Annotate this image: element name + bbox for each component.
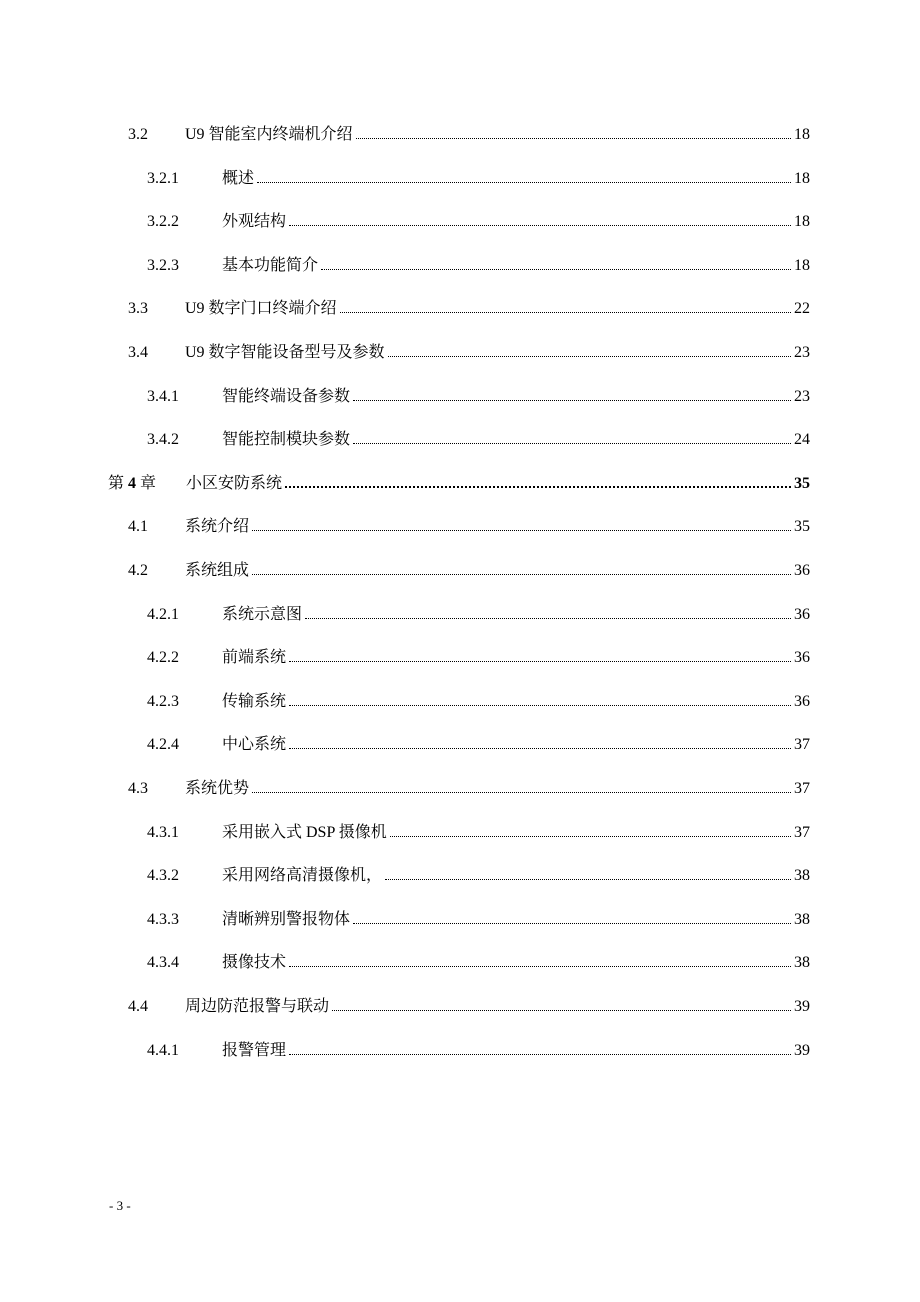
dot-leader [356,138,791,139]
dot-leader [289,966,791,967]
toc-entry-page: 18 [794,126,810,143]
toc-entry-title: 采用网络高清摄像机， [222,867,383,885]
toc-entry-page: 36 [794,692,810,710]
toc-entry-page: 39 [794,998,810,1015]
toc-entry-title: 智能控制模块参数 [222,431,351,449]
toc-entry-number: 3.4.1 [147,387,179,405]
toc-entry-title: 前端系统 [222,649,287,667]
toc-entry-title: 中心系统 [222,736,287,754]
toc-entry-number: 4.2.1 [147,605,179,623]
toc-chapter-number: 第 4 章 [108,474,157,492]
toc-entry-number: 4.2.2 [147,649,179,667]
toc-entry-page: 36 [794,605,810,623]
toc-entry-page: 37 [794,736,810,754]
dot-leader [353,400,791,401]
toc-entry-4-2-2[interactable] [0,645,920,671]
toc-entry-title: 传输系统 [222,692,287,710]
toc-entry-number: 3.3 [128,300,148,318]
toc-entry-title: 系统优势 [185,780,250,797]
toc-entry-number: 3.4 [128,344,148,361]
toc-entry-4-2[interactable] [0,558,920,584]
dot-leader [289,705,791,706]
toc-entry-3-2-3[interactable] [0,253,920,279]
toc-entry-number: 4.2.3 [147,692,179,710]
dot-leader [285,486,791,488]
toc-entry-title: 摄像技术 [222,954,287,972]
toc-entry-3-4-1[interactable] [0,384,920,410]
toc-entry-number: 4.3 [128,780,148,797]
toc-entry-page: 23 [794,344,810,361]
dot-leader [340,312,791,313]
dot-leader [257,182,791,183]
toc-entry-title: 概述 [222,169,255,187]
toc-entry-3-2-1[interactable] [0,166,920,192]
toc-entry-4-3-4[interactable] [0,950,920,976]
dot-leader [289,225,791,226]
toc-entry-number: 4.3.3 [147,910,179,928]
toc-entry-page: 22 [794,300,810,318]
page-number-footer: - 3 - [109,1198,131,1213]
toc-entry-title: 清晰辨别警报物体 [222,910,351,928]
toc-entry-title: 报警管理 [222,1041,287,1059]
toc-entry-number: 4.3.4 [147,954,179,972]
toc-entry-4-2-4[interactable] [0,732,920,758]
toc-entry-title: 小区安防系统 [186,474,283,492]
toc-entry-page: 35 [794,518,810,536]
toc-entry-number: 4.3.1 [147,823,179,841]
toc-entry-4-3[interactable] [0,776,920,802]
toc-entry-4-3-1[interactable] [0,820,920,846]
toc-entry-number: 3.2.3 [147,256,179,274]
toc-entry-page: 38 [794,910,810,928]
toc-entry-4-1[interactable] [0,514,920,540]
toc-entry-3-3[interactable] [0,296,920,322]
toc-entry-title: 系统组成 [185,562,250,579]
toc-entry-4-3-3[interactable] [0,907,920,933]
toc-entry-number: 4.3.2 [147,867,179,885]
toc-entry-page: 37 [794,780,810,797]
toc-entry-4-2-3[interactable] [0,689,920,715]
toc-entry-3-4[interactable] [0,340,920,366]
toc-entry-page: 38 [794,867,810,885]
toc-entry-chapter-4[interactable] [0,471,920,497]
toc-entry-4-2-1[interactable] [0,602,920,628]
dot-leader [353,923,791,924]
toc-entry-number: 3.2.2 [147,213,179,231]
toc-entry-page: 38 [794,954,810,972]
toc-entry-page: 18 [794,169,810,187]
toc-entry-title: U9 数字门口终端介绍 [185,300,337,318]
toc-entry-3-2-2[interactable] [0,209,920,235]
dot-leader [289,1054,791,1055]
toc-entry-3-4-2[interactable] [0,427,920,453]
toc-entry-title: 外观结构 [222,213,287,231]
toc-entry-3-2[interactable] [0,122,920,148]
dot-leader [385,879,791,880]
toc-entry-title: 智能终端设备参数 [222,387,351,405]
toc-entry-number: 4.2.4 [147,736,179,754]
toc-entry-number: 4.2 [128,562,148,579]
dot-leader [321,269,791,270]
toc-entry-page: 37 [794,823,810,841]
toc-entry-page: 39 [794,1041,810,1059]
toc-entry-number: 4.4.1 [147,1041,179,1059]
toc-entry-number: 4.1 [128,518,148,536]
toc-entry-title: 系统介绍 [185,518,250,536]
toc-entry-number: 3.4.2 [147,431,179,449]
toc-entry-title: 采用嵌入式 DSP 摄像机 [222,823,387,841]
toc-entry-page: 36 [794,649,810,667]
dot-leader [332,1010,791,1011]
toc-entry-page: 18 [794,256,810,274]
toc-entry-number: 3.2 [128,126,148,143]
toc-entry-page: 36 [794,562,810,579]
toc-entry-page: 35 [794,474,810,492]
dot-leader [305,618,791,619]
toc-entry-number: 3.2.1 [147,169,179,187]
dot-leader [252,574,791,575]
toc-entry-title: 系统示意图 [222,605,303,623]
toc-entry-4-4[interactable] [0,994,920,1020]
dot-leader [388,356,791,357]
toc-entry-4-4-1[interactable] [0,1038,920,1064]
toc-entry-title: 基本功能简介 [222,256,319,274]
dot-leader [390,836,791,837]
toc-entry-title: U9 数字智能设备型号及参数 [185,344,385,361]
toc-entry-4-3-2[interactable] [0,863,920,889]
toc-entry-number: 4.4 [128,998,148,1015]
dot-leader [252,792,791,793]
dot-leader [289,748,791,749]
toc-entry-title: U9 智能室内终端机介绍 [185,126,353,143]
toc-entry-title: 周边防范报警与联动 [185,998,330,1015]
dot-leader [289,661,791,662]
toc-entry-page: 23 [794,387,810,405]
dot-leader [252,530,791,531]
dot-leader [353,443,791,444]
toc-entry-page: 18 [794,213,810,231]
toc-entry-page: 24 [794,431,810,449]
